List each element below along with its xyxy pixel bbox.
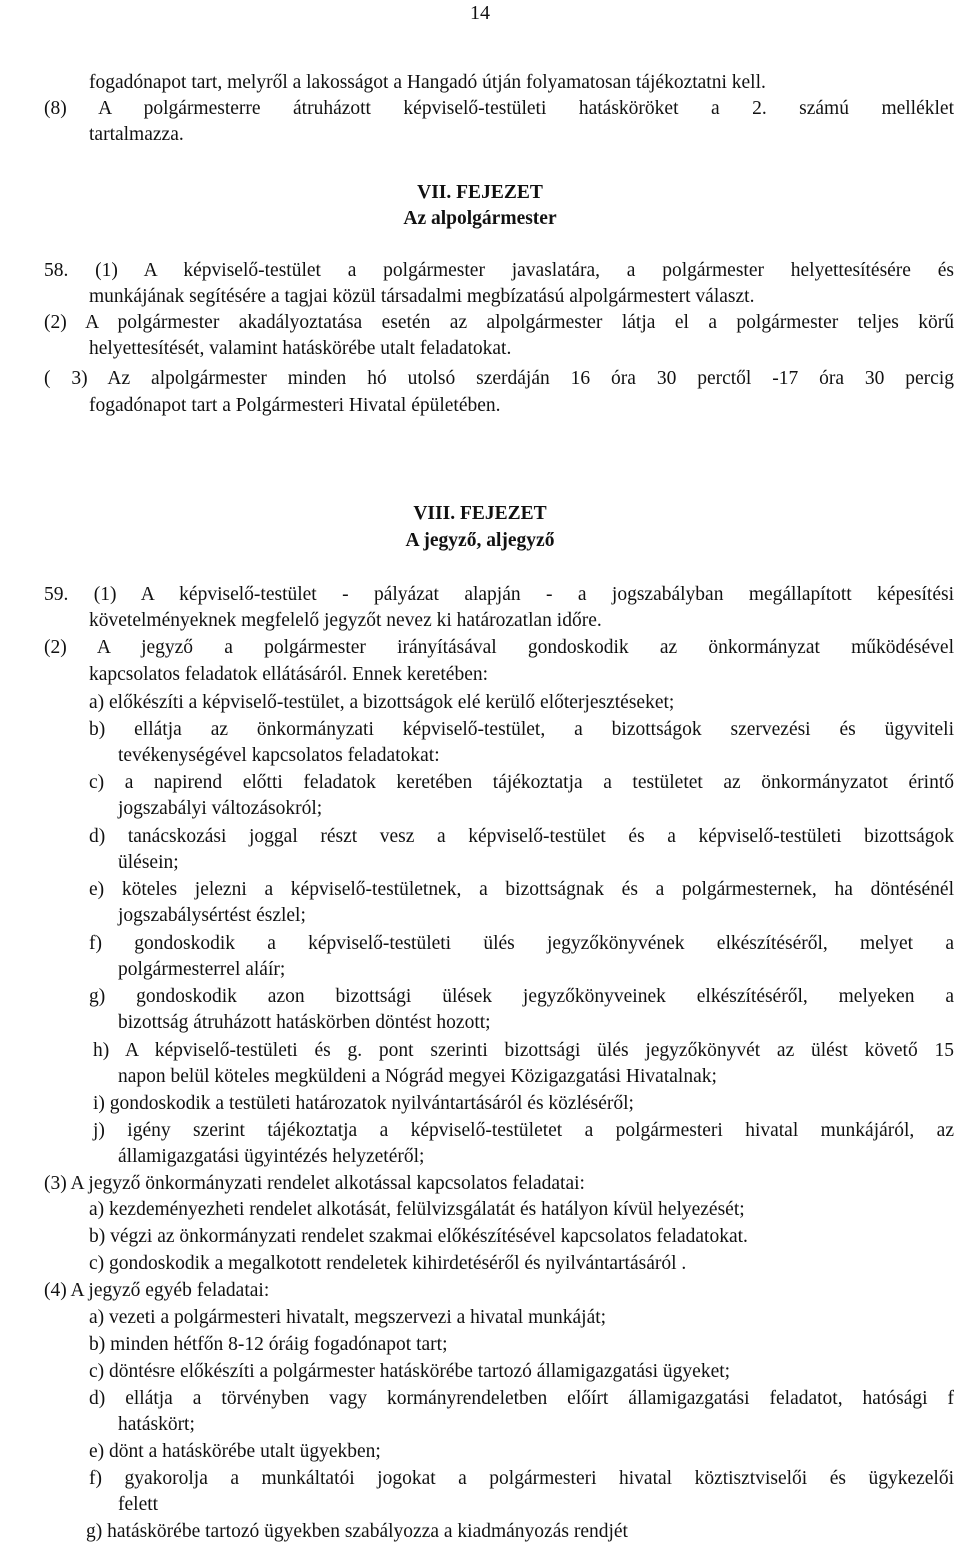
list-item-continuation: tevékenységével kapcsolatos feladatokat: (118, 745, 440, 766)
list-item: h) A képviselő-testületi és g. pont szerinti bizottsági ülés jegyzőkönyvét az ülést követő 15 (93, 1040, 954, 1061)
chapter-title: Az alpolgármester (403, 208, 557, 229)
section-58-p1-line-2: munkájának segítésére a tagjai közül társadalmi megbízatású alpolgármestert választ. (89, 286, 755, 307)
list-item-continuation: jogszabályi változásokról; (118, 798, 323, 819)
section-59-p3: (3) A jegyző önkormányzati rendelet alkotással kapcsolatos feladatai: (44, 1173, 585, 1194)
list-item: f) gondoskodik a képviselő-testületi ülés jegyzőkönyvének elkészítéséről, melyet a (89, 933, 954, 954)
list-item: b) végzi az önkormányzati rendelet szakmai előkészítésével kapcsolatos feladatokat. (89, 1226, 748, 1247)
section-59-p2-line-2: kapcsolatos feladatok ellátásáról. Ennek keretében: (89, 664, 489, 685)
list-item-continuation: államigazgatási ügyintézés helyzetéről; (118, 1146, 425, 1167)
section-59-p4: (4) A jegyző egyéb feladatai: (44, 1280, 270, 1301)
list-item: c) döntésre előkészíti a polgármester hatáskörébe tartozó államigazgatási ügyeket; (89, 1361, 731, 1382)
list-item: b) minden hétfőn 8-12 óráig fogadónapot tart; (89, 1334, 448, 1355)
list-item: b) ellátja az önkormányzati képviselő-testület, a bizottságok szervezési és ügyviteli (89, 719, 954, 740)
page-number: 14 (470, 2, 490, 24)
list-item: g) hatáskörébe tartozó ügyekben szabályozza a kiadmányozás rendjét (86, 1521, 628, 1542)
list-item-continuation: bizottság átruházott hatáskörben döntést hozott; (118, 1012, 491, 1033)
list-item-continuation: napon belül köteles megküldeni a Nógrád megyei Közigazgatási Hivatalnak; (118, 1066, 717, 1087)
section-58-p1-line-1: 58. (1) A képviselő-testület a polgármester javaslatára, a polgármester helyettesítésére és (44, 260, 954, 281)
list-item-continuation: jogszabálysértést észlel; (118, 905, 306, 926)
intro-line-1: fogadónapot tart, melyről a lakosságot a Hangadó útján folyamatosan tájékoztatni kell. (89, 72, 766, 93)
section-58-p3-line-1: ( 3) Az alpolgármester minden hó utolsó szerdáján 16 óra 30 perctől -17 óra 30 percig (44, 368, 954, 389)
section-59-p1-line-1: 59. (1) A képviselő-testület - pályázat alapján - a jogszabályban megállapított képesítési (44, 584, 954, 605)
list-item: c) a napirend előtti feladatok keretében tájékoztatja a testületet az önkormányzatot érintő (89, 772, 954, 793)
list-item: d) ellátja a törvényben vagy kormányrendeletben előírt államigazgatási feladatot, hatósági f (89, 1388, 954, 1409)
list-item-continuation: felett (118, 1494, 159, 1515)
list-item: e) dönt a hatáskörébe utalt ügyekben; (89, 1441, 381, 1462)
list-item: d) tanácskozási joggal részt vesz a képviselő-testület és a képviselő-testületi bizottságok (89, 826, 954, 847)
intro-line-3: tartalmazza. (89, 124, 184, 145)
list-item: g) gondoskodik azon bizottsági ülések jegyzőkönyveinek elkészítéséről, melyeken a (89, 986, 954, 1007)
intro-line-2: (8) A polgármesterre átruházott képviselő-testületi hatásköröket a 2. számú melléklet (44, 98, 954, 119)
section-59-p1-line-2: követelményeknek megfelelő jegyzőt nevez ki határozatlan időre. (89, 610, 602, 631)
list-item: f) gyakorolja a munkáltatói jogokat a polgármesteri hivatal köztisztviselői és ügykezelői (89, 1468, 954, 1489)
list-item: j) igény szerint tájékoztatja a képviselő-testületet a polgármesteri hivatal munkájáról, az (93, 1120, 954, 1141)
chapter-title: A jegyző, aljegyző (405, 530, 555, 551)
section-59-p2-line-1: (2) A jegyző a polgármester irányításával gondoskodik az önkormányzat működésével (44, 637, 954, 658)
list-item: e) köteles jelezni a képviselő-testületnek, a bizottságnak és a polgármesternek, ha döntésénél (89, 879, 954, 900)
list-item-continuation: ülésein; (118, 852, 179, 873)
chapter-number: VIII. FEJEZET (413, 503, 547, 524)
list-item-continuation: polgármesterrel aláír; (118, 959, 286, 980)
list-item: a) vezeti a polgármesteri hivatalt, megszervezi a hivatal munkáját; (89, 1307, 607, 1328)
section-58-p2-line-2: helyettesítését, valamint hatáskörébe utalt feladatokat. (89, 338, 512, 359)
list-item: a) előkészíti a képviselő-testület, a bizottságok elé kerülő előterjesztéseket; (89, 692, 675, 713)
chapter-number: VII. FEJEZET (417, 182, 543, 203)
list-item: a) kezdeményezheti rendelet alkotását, felülvizsgálatát és hatályon kívül helyezését; (89, 1199, 745, 1220)
section-58-p2-line-1: (2) A polgármester akadályoztatása esetén az alpolgármester látja el a polgármester teljes körű (44, 312, 954, 333)
list-item: i) gondoskodik a testületi határozatok nyilvántartásáról és közléséről; (93, 1093, 634, 1114)
list-item: c) gondoskodik a megalkotott rendeletek kihirdetéséről és nyilvántartásáról . (89, 1253, 687, 1274)
list-item-continuation: hatáskört; (118, 1414, 195, 1435)
section-58-p3-line-2: fogadónapot tart a Polgármesteri Hivatal épületében. (89, 395, 501, 416)
